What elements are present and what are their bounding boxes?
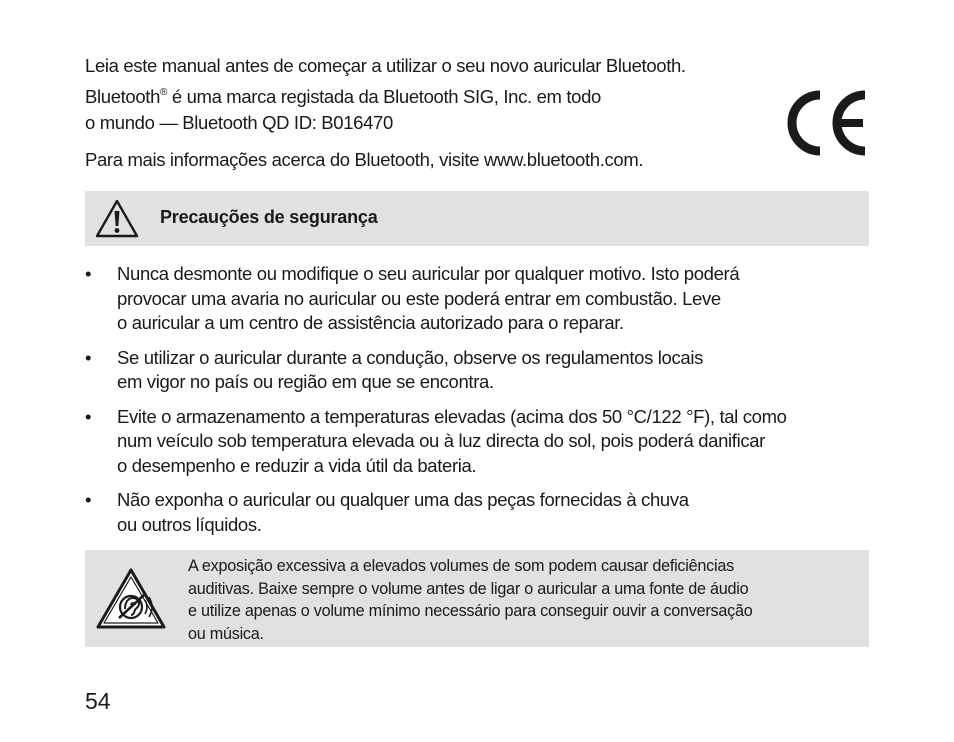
bullet-marker: •: [85, 489, 92, 510]
list-item: [85, 488, 875, 537]
safety-list: [85, 262, 875, 547]
list-item: [85, 405, 875, 479]
list-item-line: num veículo sob temperatura elevada ou à luz directa do sol, pois poderá danificar: [117, 430, 765, 451]
page-number: 54: [85, 688, 111, 714]
list-item-line: Nunca desmonte ou modifique o seu auricular por qualquer motivo. Isto poderá: [117, 263, 740, 284]
hearing-warning-line: A exposição excessiva a elevados volumes de som podem causar deficiências: [188, 557, 734, 575]
trademark-notice: [85, 84, 601, 109]
trademark-word: Bluetooth: [85, 86, 161, 107]
hearing-warning-line: ou música.: [188, 624, 264, 643]
list-item-line: Evite o armazenamento a temperaturas elevadas (acima dos 50 °C/122 °F), tal como: [117, 405, 787, 427]
ce-mark-icon: [780, 88, 872, 158]
hearing-warning-box: [85, 550, 869, 647]
bullet-marker: •: [85, 405, 92, 427]
list-item-line: ou outros líquidos.: [117, 513, 262, 535]
safety-precautions-title: Precauções de segurança: [160, 207, 378, 227]
list-item-line: Se utilizar o auricular durante a condução, observe os regulamentos locais: [117, 346, 703, 368]
hearing-warning-line: auditivas. Baixe sempre o volume antes de ligar o auricular a uma fonte de áudio: [188, 579, 749, 598]
safety-precautions-header: [85, 191, 869, 246]
list-item-line: Não exponha o auricular ou qualquer uma das peças fornecidas à chuva: [117, 489, 689, 510]
warning-triangle-icon: [94, 198, 140, 239]
trademark-notice-line-2: o mundo — Bluetooth QD ID: B016470: [85, 112, 393, 133]
list-item-line: em vigor no país ou região em que se encontra.: [117, 371, 494, 392]
list-item-line: o auricular a um centro de assistência autorizado para o reparar.: [117, 312, 624, 333]
registered-mark: ®: [160, 87, 168, 98]
list-item-line: o desempenho e reduzir a vida útil da bateria.: [117, 454, 477, 476]
intro-line-1: Leia este manual antes de começar a utilizar o seu novo auricular Bluetooth.: [85, 55, 686, 76]
hearing-warning-line: e utilize apenas o volume mínimo necessário para conseguir ouvir a conversação: [188, 602, 753, 620]
bullet-marker: •: [85, 346, 92, 368]
list-item: [85, 262, 875, 336]
hearing-warning-text: [188, 555, 752, 645]
bluetooth-info: Para mais informações acerca do Bluetooth, visite www.bluetooth.com.: [85, 149, 644, 170]
bullet-marker: •: [85, 263, 92, 284]
list-item: [85, 346, 875, 395]
list-item-line: provocar uma avaria no auricular ou este poderá entrar em combustão. Leve: [117, 287, 721, 309]
ce-mark-c: [792, 95, 820, 151]
hearing-damage-warning-icon: [95, 567, 167, 631]
trademark-text: é uma marca registada da Bluetooth SIG, Inc. em todo: [167, 86, 601, 107]
